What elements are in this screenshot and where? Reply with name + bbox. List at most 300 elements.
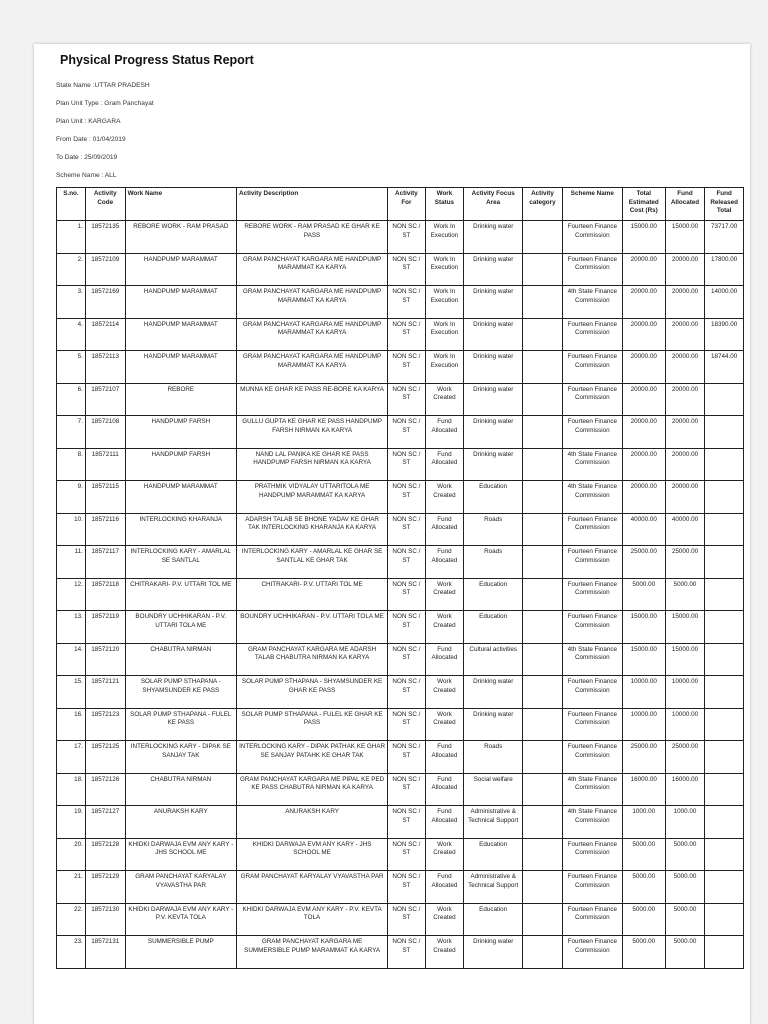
cell-focus-area: Drinking water (464, 708, 523, 741)
cell-activity-for: NON SC / ST (388, 611, 426, 644)
cell-fund-allocated: 16000.00 (665, 773, 705, 806)
cell-focus-area: Roads (464, 741, 523, 774)
cell-work-status: Work Created (425, 903, 464, 936)
table-row (57, 416, 744, 449)
cell-fund-released (705, 708, 744, 741)
cell-activity-description: KHIDKI DARWAJA EVM ANY KARY - P.V. KEVTA TOLA (237, 903, 388, 936)
cell-fund-released (705, 773, 744, 806)
cell-activity-description: REBORE WORK - RAM PRASAD KE GHAR KE PASS (237, 221, 388, 254)
cell-activity-code: 18572125 (85, 741, 125, 774)
cell-fund-released (705, 903, 744, 936)
cell-estimated-cost: 20000.00 (622, 448, 665, 481)
cell-activity-for: NON SC / ST (388, 448, 426, 481)
cell-activity-description: GRAM PANCHAYAT KARYALAY VYAVASTHA PAR (237, 871, 388, 904)
cell-activity-description: GRAM PANCHAYAT KARGARA ME HANDPUMP MARAMMAT KA KARYA (237, 351, 388, 384)
cell-activity-description: GRAM PANCHAYAT KARGARA ME HANDPUMP MARAMMAT KA KARYA (237, 253, 388, 286)
cell-focus-area: Drinking water (464, 253, 523, 286)
cell-sno: 23. (57, 936, 86, 969)
cell-work-name: REBORE (125, 383, 236, 416)
table-row (57, 578, 744, 611)
cell-estimated-cost: 15000.00 (622, 221, 665, 254)
cell-work-status: Work Created (425, 676, 464, 709)
cell-sno: 19. (57, 806, 86, 839)
cell-fund-released (705, 481, 744, 514)
cell-scheme-name: Fourteen Finance Commission (562, 513, 622, 546)
cell-sno: 2. (57, 253, 86, 286)
cell-activity-for: NON SC / ST (388, 871, 426, 904)
col-header-focus-area: Activity Focus Area (464, 188, 523, 221)
cell-fund-released (705, 806, 744, 839)
cell-fund-released (705, 871, 744, 904)
cell-estimated-cost: 16000.00 (622, 773, 665, 806)
cell-activity-for: NON SC / ST (388, 806, 426, 839)
cell-activity-code: 18572108 (85, 416, 125, 449)
cell-activity-category (523, 838, 563, 871)
cell-scheme-name: Fourteen Finance Commission (562, 318, 622, 351)
cell-scheme-name: Fourteen Finance Commission (562, 676, 622, 709)
cell-work-name: SUMMERSIBLE PUMP (125, 936, 236, 969)
cell-focus-area: Administrative & Technical Support (464, 806, 523, 839)
cell-scheme-name: Fourteen Finance Commission (562, 351, 622, 384)
col-header-sno: S.no. (57, 188, 86, 221)
cell-activity-description: SOLAR PUMP STHAPANA - SHYAMSUNDER KE GHAR KE PASS (237, 676, 388, 709)
cell-sno: 6. (57, 383, 86, 416)
cell-focus-area: Cultural activities (464, 643, 523, 676)
cell-work-name: INTERLOCKING KARY - DIPAK SE SANJAY TAK (125, 741, 236, 774)
cell-work-name: SOLAR PUMP STHAPANA - FULEL KE PASS (125, 708, 236, 741)
cell-activity-description: GRAM PANCHAYAT KARGARA ME ADARSH TALAB CHABUTRA NIRMAN KA KARYA (237, 643, 388, 676)
cell-work-name: ANURAKSH KARY (125, 806, 236, 839)
cell-activity-code: 18572107 (85, 383, 125, 416)
cell-focus-area: Drinking water (464, 318, 523, 351)
cell-activity-for: NON SC / ST (388, 936, 426, 969)
cell-activity-category (523, 903, 563, 936)
cell-estimated-cost: 15000.00 (622, 611, 665, 644)
cell-activity-for: NON SC / ST (388, 741, 426, 774)
cell-activity-category (523, 741, 563, 774)
cell-work-status: Fund Allocated (425, 741, 464, 774)
cell-activity-category (523, 936, 563, 969)
cell-work-status: Fund Allocated (425, 416, 464, 449)
cell-activity-code: 18572119 (85, 611, 125, 644)
cell-activity-description: GRAM PANCHAYAT KARGARA ME SUMMERSIBLE PUMP MARAMMAT KA KARYA (237, 936, 388, 969)
cell-work-status: Fund Allocated (425, 448, 464, 481)
report-meta (56, 82, 154, 190)
cell-activity-category (523, 221, 563, 254)
cell-focus-area: Roads (464, 513, 523, 546)
cell-activity-description: PRATHMIK VIDYALAY UTTARITOLA ME HANDPUMP MARAMMAT KA KARYA (237, 481, 388, 514)
cell-estimated-cost: 5000.00 (622, 578, 665, 611)
cell-focus-area: Drinking water (464, 383, 523, 416)
cell-fund-released (705, 838, 744, 871)
cell-activity-for: NON SC / ST (388, 513, 426, 546)
cell-focus-area: Drinking water (464, 676, 523, 709)
cell-activity-for: NON SC / ST (388, 481, 426, 514)
col-header-activity-for: Activity For (388, 188, 426, 221)
cell-work-name: REBORE WORK - RAM PRASAD (125, 221, 236, 254)
cell-work-name: HANDPUMP MARAMMAT (125, 253, 236, 286)
col-header-scheme-name: Scheme Name (562, 188, 622, 221)
cell-fund-allocated: 20000.00 (665, 351, 705, 384)
cell-activity-code: 18572118 (85, 578, 125, 611)
cell-estimated-cost: 15000.00 (622, 643, 665, 676)
table-row (57, 253, 744, 286)
cell-estimated-cost: 20000.00 (622, 351, 665, 384)
cell-fund-allocated: 20000.00 (665, 383, 705, 416)
cell-estimated-cost: 5000.00 (622, 871, 665, 904)
page-title: Physical Progress Status Report (60, 53, 254, 67)
cell-work-status: Work Created (425, 611, 464, 644)
cell-work-name: HANDPUMP MARAMMAT (125, 286, 236, 319)
cell-activity-for: NON SC / ST (388, 708, 426, 741)
cell-activity-category (523, 481, 563, 514)
cell-activity-category (523, 383, 563, 416)
cell-work-name: HANDPUMP FARSH (125, 448, 236, 481)
cell-scheme-name: 4th State Finance Commission (562, 773, 622, 806)
cell-focus-area: Drinking water (464, 936, 523, 969)
cell-fund-allocated: 40000.00 (665, 513, 705, 546)
cell-estimated-cost: 5000.00 (622, 838, 665, 871)
col-header-activity-category: Activity category (523, 188, 563, 221)
cell-focus-area: Education (464, 838, 523, 871)
scheme-name: Scheme Name : ALL (56, 172, 117, 179)
cell-work-name: CHABUTRA NIRMAN (125, 773, 236, 806)
cell-fund-allocated: 15000.00 (665, 221, 705, 254)
cell-estimated-cost: 25000.00 (622, 546, 665, 579)
cell-activity-description: INTERLOCKING KARY - AMARLAL KE GHAR SE SANTLAL KE GHAR TAK (237, 546, 388, 579)
plan-unit: Plan Unit : KARGARA (56, 118, 121, 125)
table-row (57, 351, 744, 384)
cell-work-status: Work Created (425, 578, 464, 611)
cell-focus-area: Education (464, 578, 523, 611)
cell-work-status: Work In Execution (425, 318, 464, 351)
cell-fund-allocated: 20000.00 (665, 286, 705, 319)
cell-fund-released (705, 643, 744, 676)
cell-scheme-name: Fourteen Finance Commission (562, 383, 622, 416)
cell-activity-category (523, 351, 563, 384)
cell-work-name: HANDPUMP FARSH (125, 416, 236, 449)
cell-activity-category (523, 643, 563, 676)
cell-fund-allocated: 5000.00 (665, 838, 705, 871)
cell-activity-category (523, 286, 563, 319)
cell-fund-released (705, 546, 744, 579)
report-page (34, 44, 750, 1024)
cell-estimated-cost: 20000.00 (622, 416, 665, 449)
cell-sno: 4. (57, 318, 86, 351)
cell-activity-description: ANURAKSH KARY (237, 806, 388, 839)
cell-fund-released (705, 611, 744, 644)
cell-work-status: Fund Allocated (425, 643, 464, 676)
cell-fund-allocated: 10000.00 (665, 708, 705, 741)
cell-work-status: Fund Allocated (425, 546, 464, 579)
cell-estimated-cost: 20000.00 (622, 383, 665, 416)
table-header-row (57, 188, 744, 221)
table-row (57, 286, 744, 319)
cell-sno: 7. (57, 416, 86, 449)
cell-scheme-name: Fourteen Finance Commission (562, 611, 622, 644)
cell-activity-code: 18572109 (85, 253, 125, 286)
to-date: To Date : 25/09/2019 (56, 154, 118, 161)
table-row (57, 513, 744, 546)
table-row (57, 448, 744, 481)
cell-sno: 1. (57, 221, 86, 254)
cell-work-status: Fund Allocated (425, 806, 464, 839)
cell-scheme-name: Fourteen Finance Commission (562, 838, 622, 871)
cell-focus-area: Drinking water (464, 286, 523, 319)
table-row (57, 806, 744, 839)
cell-activity-code: 18572131 (85, 936, 125, 969)
cell-fund-released (705, 448, 744, 481)
cell-fund-allocated: 20000.00 (665, 253, 705, 286)
cell-focus-area: Administrative & Technical Support (464, 871, 523, 904)
cell-fund-released: 73717.00 (705, 221, 744, 254)
table-row (57, 903, 744, 936)
cell-fund-allocated: 25000.00 (665, 546, 705, 579)
cell-activity-description: MUNNA KE GHAR KE PASS RE-BORE KA KARYA (237, 383, 388, 416)
cell-activity-code: 18572111 (85, 448, 125, 481)
cell-work-name: GRAM PANCHAYAT KARYALAY VYAVASTHA PAR (125, 871, 236, 904)
cell-work-status: Fund Allocated (425, 871, 464, 904)
cell-fund-allocated: 20000.00 (665, 416, 705, 449)
cell-work-status: Fund Allocated (425, 773, 464, 806)
cell-activity-category (523, 773, 563, 806)
cell-activity-category (523, 578, 563, 611)
cell-fund-released: 18390.00 (705, 318, 744, 351)
cell-activity-category (523, 546, 563, 579)
cell-activity-for: NON SC / ST (388, 578, 426, 611)
cell-work-status: Work Created (425, 383, 464, 416)
col-header-fund-allocated: Fund Allocated (665, 188, 705, 221)
cell-focus-area: Drinking water (464, 351, 523, 384)
cell-fund-allocated: 20000.00 (665, 318, 705, 351)
cell-estimated-cost: 20000.00 (622, 318, 665, 351)
table-row (57, 708, 744, 741)
cell-estimated-cost: 20000.00 (622, 286, 665, 319)
cell-activity-description: GULLU GUPTA KE GHAR KE PASS HANDPUMP FARSH NIRMAN KA KARYA (237, 416, 388, 449)
cell-fund-allocated: 5000.00 (665, 871, 705, 904)
cell-estimated-cost: 5000.00 (622, 936, 665, 969)
cell-activity-code: 18572129 (85, 871, 125, 904)
cell-activity-code: 18572123 (85, 708, 125, 741)
cell-scheme-name: 4th State Finance Commission (562, 481, 622, 514)
cell-work-name: CHITRAKARI- P.V. UTTARI TOL ME (125, 578, 236, 611)
cell-sno: 22. (57, 903, 86, 936)
cell-scheme-name: 4th State Finance Commission (562, 448, 622, 481)
state-name: State Name :UTTAR PRADESH (56, 82, 150, 89)
col-header-work-status: Work Status (425, 188, 464, 221)
cell-fund-released (705, 578, 744, 611)
cell-fund-allocated: 20000.00 (665, 481, 705, 514)
cell-activity-for: NON SC / ST (388, 221, 426, 254)
cell-activity-for: NON SC / ST (388, 643, 426, 676)
cell-activity-description: ADARSH TALAB SE BHONE YADAV KE GHAR TAK INTERLOCKING KHARANJA KA KARYA (237, 513, 388, 546)
cell-activity-category (523, 871, 563, 904)
cell-work-name: KHIDKI DARWAJA EVM ANY KARY - JHS SCHOOL ME (125, 838, 236, 871)
cell-activity-category (523, 416, 563, 449)
table-row (57, 611, 744, 644)
cell-work-name: HANDPUMP MARAMMAT (125, 481, 236, 514)
cell-fund-released (705, 936, 744, 969)
cell-activity-for: NON SC / ST (388, 838, 426, 871)
col-header-activity-description: Activity Description (237, 188, 388, 221)
cell-fund-allocated: 5000.00 (665, 936, 705, 969)
cell-sno: 15. (57, 676, 86, 709)
cell-fund-released (705, 383, 744, 416)
cell-estimated-cost: 20000.00 (622, 253, 665, 286)
cell-activity-code: 18572121 (85, 676, 125, 709)
cell-sno: 16. (57, 708, 86, 741)
cell-activity-description: INTERLOCKING KARY - DIPAK PATHAK KE GHAR SE SANJAY PATAHK KE GHAR TAK (237, 741, 388, 774)
cell-fund-allocated: 10000.00 (665, 676, 705, 709)
cell-activity-for: NON SC / ST (388, 383, 426, 416)
cell-work-name: KHIDKI DARWAJA EVM ANY KARY - P.V. KEVTA TOLA (125, 903, 236, 936)
cell-focus-area: Drinking water (464, 448, 523, 481)
cell-activity-code: 18572120 (85, 643, 125, 676)
cell-scheme-name: 4th State Finance Commission (562, 286, 622, 319)
cell-activity-for: NON SC / ST (388, 676, 426, 709)
cell-work-name: BOUNDRY UCHHIKARAN - P.V. UTTARI TOLA ME (125, 611, 236, 644)
cell-activity-for: NON SC / ST (388, 253, 426, 286)
cell-scheme-name: Fourteen Finance Commission (562, 546, 622, 579)
cell-estimated-cost: 20000.00 (622, 481, 665, 514)
cell-activity-for: NON SC / ST (388, 546, 426, 579)
cell-activity-description: NAND LAL PANIKA KE GHAR KE PASS HANDPUMP FARSH NIRMAN KA KARYA (237, 448, 388, 481)
cell-activity-category (523, 806, 563, 839)
cell-activity-code: 18572126 (85, 773, 125, 806)
cell-fund-allocated: 15000.00 (665, 611, 705, 644)
cell-scheme-name: Fourteen Finance Commission (562, 221, 622, 254)
cell-fund-released (705, 741, 744, 774)
cell-fund-released: 18744.00 (705, 351, 744, 384)
table-row (57, 741, 744, 774)
cell-activity-code: 18572113 (85, 351, 125, 384)
cell-estimated-cost: 40000.00 (622, 513, 665, 546)
cell-scheme-name: Fourteen Finance Commission (562, 741, 622, 774)
cell-fund-released (705, 513, 744, 546)
cell-activity-for: NON SC / ST (388, 773, 426, 806)
cell-fund-released: 14000.00 (705, 286, 744, 319)
cell-activity-category (523, 318, 563, 351)
cell-fund-released: 17800.00 (705, 253, 744, 286)
cell-activity-category (523, 611, 563, 644)
cell-work-status: Work In Execution (425, 351, 464, 384)
cell-work-name: INTERLOCKING KHARANJA (125, 513, 236, 546)
cell-activity-for: NON SC / ST (388, 286, 426, 319)
cell-activity-code: 18572114 (85, 318, 125, 351)
cell-work-status: Work Created (425, 838, 464, 871)
cell-sno: 3. (57, 286, 86, 319)
cell-sno: 12. (57, 578, 86, 611)
cell-activity-description: GRAM PANCHAYAT KARGARA ME PIPAL KE PED KE PASS CHABUTRA NIRMAN KA KARYA (237, 773, 388, 806)
cell-sno: 14. (57, 643, 86, 676)
cell-scheme-name: Fourteen Finance Commission (562, 253, 622, 286)
cell-estimated-cost: 1000.00 (622, 806, 665, 839)
cell-estimated-cost: 10000.00 (622, 676, 665, 709)
cell-work-status: Work In Execution (425, 253, 464, 286)
cell-scheme-name: Fourteen Finance Commission (562, 416, 622, 449)
progress-table (56, 187, 744, 969)
cell-work-status: Work Created (425, 708, 464, 741)
table-row (57, 871, 744, 904)
cell-sno: 10. (57, 513, 86, 546)
col-header-work-name: Work Name (125, 188, 236, 221)
col-header-estimated-cost: Total Estimated Cost (Rs) (622, 188, 665, 221)
table-row (57, 546, 744, 579)
cell-activity-code: 18572128 (85, 838, 125, 871)
cell-fund-released (705, 416, 744, 449)
cell-estimated-cost: 25000.00 (622, 741, 665, 774)
cell-activity-description: SOLAR PUMP STHAPANA - FULEL KE GHAR KE PASS (237, 708, 388, 741)
cell-fund-allocated: 5000.00 (665, 578, 705, 611)
cell-sno: 18. (57, 773, 86, 806)
cell-sno: 17. (57, 741, 86, 774)
cell-activity-description: CHITRAKARI- P.V. UTTARI TOL ME (237, 578, 388, 611)
table-row (57, 481, 744, 514)
cell-focus-area: Education (464, 611, 523, 644)
cell-focus-area: Education (464, 903, 523, 936)
cell-fund-allocated: 20000.00 (665, 448, 705, 481)
cell-work-status: Work Created (425, 481, 464, 514)
cell-sno: 11. (57, 546, 86, 579)
cell-focus-area: Drinking water (464, 416, 523, 449)
cell-activity-category (523, 513, 563, 546)
cell-fund-allocated: 1000.00 (665, 806, 705, 839)
table-body (57, 221, 744, 969)
table-row (57, 643, 744, 676)
cell-activity-for: NON SC / ST (388, 416, 426, 449)
cell-activity-description: BOUNDRY UCHHIKARAN - P.V. UTTARI TOLA ME (237, 611, 388, 644)
table-row (57, 676, 744, 709)
plan-unit-type: Plan Unit Type : Gram Panchayat (56, 100, 154, 107)
cell-work-status: Work In Execution (425, 221, 464, 254)
cell-work-name: HANDPUMP MARAMMAT (125, 318, 236, 351)
cell-activity-for: NON SC / ST (388, 903, 426, 936)
cell-activity-category (523, 708, 563, 741)
table-row (57, 383, 744, 416)
cell-activity-code: 18572115 (85, 481, 125, 514)
cell-work-status: Work In Execution (425, 286, 464, 319)
cell-activity-code: 18572130 (85, 903, 125, 936)
col-header-fund-released: Fund Released Total (705, 188, 744, 221)
cell-sno: 5. (57, 351, 86, 384)
cell-fund-allocated: 15000.00 (665, 643, 705, 676)
cell-sno: 9. (57, 481, 86, 514)
cell-activity-category (523, 253, 563, 286)
cell-sno: 8. (57, 448, 86, 481)
cell-focus-area: Drinking water (464, 221, 523, 254)
cell-scheme-name: 4th State Finance Commission (562, 643, 622, 676)
cell-fund-released (705, 676, 744, 709)
cell-sno: 13. (57, 611, 86, 644)
cell-scheme-name: Fourteen Finance Commission (562, 936, 622, 969)
from-date: From Date : 01/04/2019 (56, 136, 126, 143)
cell-activity-category (523, 676, 563, 709)
cell-scheme-name: Fourteen Finance Commission (562, 578, 622, 611)
cell-activity-for: NON SC / ST (388, 351, 426, 384)
cell-scheme-name: Fourteen Finance Commission (562, 871, 622, 904)
cell-activity-code: 18572117 (85, 546, 125, 579)
cell-fund-allocated: 25000.00 (665, 741, 705, 774)
table-row (57, 936, 744, 969)
cell-scheme-name: Fourteen Finance Commission (562, 903, 622, 936)
cell-scheme-name: Fourteen Finance Commission (562, 708, 622, 741)
cell-activity-for: NON SC / ST (388, 318, 426, 351)
cell-fund-allocated: 5000.00 (665, 903, 705, 936)
cell-focus-area: Education (464, 481, 523, 514)
col-header-activity-code: Activity Code (85, 188, 125, 221)
table-row (57, 221, 744, 254)
table-row (57, 318, 744, 351)
